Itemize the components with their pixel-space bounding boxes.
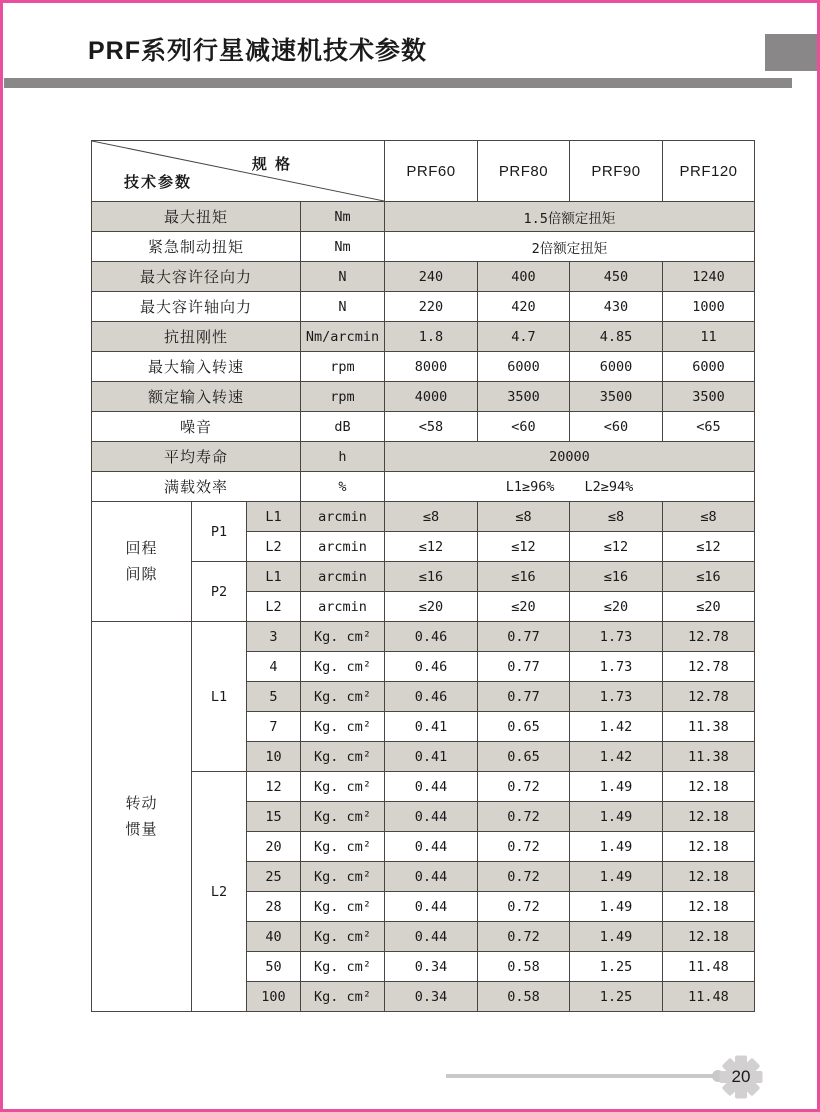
unit-cell: N: [301, 262, 385, 292]
value-cell: 1.49: [570, 802, 663, 832]
ratio-cell: 40: [247, 922, 301, 952]
value-cell: ≤16: [663, 562, 755, 592]
value-cell: 1.42: [570, 712, 663, 742]
value-cell: 1.49: [570, 922, 663, 952]
group-label-line: 回程: [125, 540, 158, 557]
value-cell: 12.78: [663, 622, 755, 652]
efficiency-value: L2≥94%: [584, 478, 634, 495]
value-cell: 4.85: [570, 322, 663, 352]
value-cell: 0.46: [385, 622, 478, 652]
value-cell: ≤8: [385, 502, 478, 532]
group-label-backlash: [92, 502, 192, 622]
ratio-cell: 20: [247, 832, 301, 862]
table-row: [92, 622, 755, 652]
table-row: [92, 232, 755, 262]
value-cell: ≤12: [478, 532, 570, 562]
grade-label: P2: [192, 562, 247, 622]
value-cell: 12.78: [663, 682, 755, 712]
value-cell: <58: [385, 412, 478, 442]
row-label: 抗扭刚性: [92, 322, 301, 352]
value-cell: 220: [385, 292, 478, 322]
header-accent-box: [765, 34, 817, 71]
value-cell: 12.18: [663, 862, 755, 892]
value-cell: <60: [478, 412, 570, 442]
value-cell: 430: [570, 292, 663, 322]
spec-table-container: [91, 140, 755, 1012]
value-cell: 450: [570, 262, 663, 292]
ratio-cell: 3: [247, 622, 301, 652]
gear-stage-label: L1: [192, 622, 247, 772]
group-label-line: 间隙: [125, 565, 158, 583]
value-cell: 1.42: [570, 742, 663, 772]
unit-cell: Nm: [301, 202, 385, 232]
value-cell: 0.65: [478, 712, 570, 742]
value-cell: 12.18: [663, 802, 755, 832]
unit-cell: Kg. cm²: [301, 832, 385, 862]
value-cell: 0.41: [385, 742, 478, 772]
value-cell: ≤8: [570, 502, 663, 532]
column-header-prf120: PRF120: [663, 141, 755, 202]
value-cell: 1.25: [570, 952, 663, 982]
level-cell: L1: [247, 562, 301, 592]
value-cell: 1.49: [570, 892, 663, 922]
row-label: 最大扭矩: [92, 202, 301, 232]
value-cell: 4.7: [478, 322, 570, 352]
table-header-row: [92, 141, 755, 202]
value-cell: 12.78: [663, 652, 755, 682]
value-cell: ≤16: [385, 562, 478, 592]
unit-cell: dB: [301, 412, 385, 442]
row-label: 最大输入转速: [92, 352, 301, 382]
value-cell: ≤8: [478, 502, 570, 532]
value-cell: 0.44: [385, 772, 478, 802]
grade-label: P1: [192, 502, 247, 562]
table-row: [92, 352, 755, 382]
unit-cell: Nm: [301, 232, 385, 262]
ratio-cell: 15: [247, 802, 301, 832]
unit-cell: Kg. cm²: [301, 742, 385, 772]
ratio-cell: 28: [247, 892, 301, 922]
table-row: [92, 292, 755, 322]
table-row: [92, 322, 755, 352]
value-cell: ≤12: [570, 532, 663, 562]
unit-cell: %: [301, 472, 385, 502]
column-header-prf90: PRF90: [570, 141, 663, 202]
value-cell: 11.38: [663, 712, 755, 742]
value-cell: 0.72: [478, 862, 570, 892]
unit-cell: Kg. cm²: [301, 892, 385, 922]
value-cell: 1.49: [570, 862, 663, 892]
row-label: 平均寿命: [92, 442, 301, 472]
ratio-cell: 100: [247, 982, 301, 1012]
value-cell: 1.73: [570, 622, 663, 652]
value-cell: 1240: [663, 262, 755, 292]
value-cell: 240: [385, 262, 478, 292]
merged-value-cell: 20000: [385, 442, 755, 472]
value-cell: ≤12: [385, 532, 478, 562]
row-label: 噪音: [92, 412, 301, 442]
table-row: [92, 502, 755, 532]
row-label: 额定输入转速: [92, 382, 301, 412]
gear-stage-label: L2: [192, 772, 247, 1012]
value-cell: 420: [478, 292, 570, 322]
spec-table: [91, 140, 755, 1012]
value-cell: 0.77: [478, 652, 570, 682]
unit-cell: Kg. cm²: [301, 862, 385, 892]
value-cell: <60: [570, 412, 663, 442]
value-cell: 0.41: [385, 712, 478, 742]
table-row: [92, 202, 755, 232]
unit-cell: Kg. cm²: [301, 712, 385, 742]
value-cell: 0.44: [385, 922, 478, 952]
value-cell: 0.72: [478, 802, 570, 832]
unit-cell: Kg. cm²: [301, 802, 385, 832]
unit-cell: Kg. cm²: [301, 682, 385, 712]
footer-rule-line: [446, 1074, 716, 1078]
unit-cell: rpm: [301, 352, 385, 382]
value-cell: 0.58: [478, 952, 570, 982]
value-cell: 11.38: [663, 742, 755, 772]
value-cell: 8000: [385, 352, 478, 382]
value-cell: 400: [478, 262, 570, 292]
table-row: [92, 772, 755, 802]
value-cell: ≤16: [478, 562, 570, 592]
efficiency-value: L1≥96%: [505, 478, 555, 495]
merged-value-cell: [385, 472, 755, 502]
value-cell: ≤20: [663, 592, 755, 622]
level-cell: L1: [247, 502, 301, 532]
value-cell: 6000: [663, 352, 755, 382]
value-cell: 11: [663, 322, 755, 352]
value-cell: 0.44: [385, 862, 478, 892]
value-cell: 6000: [570, 352, 663, 382]
value-cell: 3500: [663, 382, 755, 412]
value-cell: <65: [663, 412, 755, 442]
ratio-cell: 25: [247, 862, 301, 892]
table-row: [92, 382, 755, 412]
group-label-line: 惯量: [125, 820, 158, 838]
row-label: 最大容许径向力: [92, 262, 301, 292]
level-cell: L2: [247, 592, 301, 622]
unit-cell: arcmin: [301, 592, 385, 622]
value-cell: 3500: [570, 382, 663, 412]
value-cell: 0.46: [385, 682, 478, 712]
merged-value-cell: 2倍额定扭矩: [385, 232, 755, 262]
ratio-cell: 5: [247, 682, 301, 712]
value-cell: 0.58: [478, 982, 570, 1012]
unit-cell: Kg. cm²: [301, 922, 385, 952]
table-corner-cell: [92, 141, 385, 202]
value-cell: 11.48: [663, 952, 755, 982]
column-header-prf60: PRF60: [385, 141, 478, 202]
ratio-cell: 4: [247, 652, 301, 682]
value-cell: 11.48: [663, 982, 755, 1012]
value-cell: 1.49: [570, 832, 663, 862]
value-cell: 12.18: [663, 892, 755, 922]
group-label-inertia: [92, 622, 192, 1012]
ratio-cell: 50: [247, 952, 301, 982]
ratio-cell: 10: [247, 742, 301, 772]
table-row: [92, 262, 755, 292]
value-cell: 0.77: [478, 622, 570, 652]
page-number: 20: [731, 1067, 751, 1086]
page-title: PRF系列行星减速机技术参数: [88, 37, 428, 65]
value-cell: 0.46: [385, 652, 478, 682]
table-row: [92, 472, 755, 502]
value-cell: ≤12: [663, 532, 755, 562]
unit-cell: Kg. cm²: [301, 622, 385, 652]
value-cell: 0.65: [478, 742, 570, 772]
level-cell: L2: [247, 532, 301, 562]
row-label: 满载效率: [92, 472, 301, 502]
value-cell: ≤20: [570, 592, 663, 622]
unit-cell: arcmin: [301, 562, 385, 592]
value-cell: 0.77: [478, 682, 570, 712]
value-cell: ≤20: [385, 592, 478, 622]
value-cell: 1.73: [570, 652, 663, 682]
value-cell: 0.34: [385, 952, 478, 982]
value-cell: 0.44: [385, 892, 478, 922]
unit-cell: rpm: [301, 382, 385, 412]
ratio-cell: 12: [247, 772, 301, 802]
value-cell: 6000: [478, 352, 570, 382]
value-cell: 1.49: [570, 772, 663, 802]
value-cell: 0.72: [478, 832, 570, 862]
value-cell: 0.72: [478, 892, 570, 922]
header-rule-bar: [4, 78, 792, 88]
value-cell: ≤16: [570, 562, 663, 592]
unit-cell: arcmin: [301, 502, 385, 532]
value-cell: 1000: [663, 292, 755, 322]
ratio-cell: 7: [247, 712, 301, 742]
value-cell: 12.18: [663, 922, 755, 952]
value-cell: 0.44: [385, 802, 478, 832]
merged-value-cell: 1.5倍额定扭矩: [385, 202, 755, 232]
corner-spec-label: 规 格: [251, 156, 292, 173]
value-cell: 12.18: [663, 832, 755, 862]
column-header-prf80: PRF80: [478, 141, 570, 202]
unit-cell: N: [301, 292, 385, 322]
value-cell: 4000: [385, 382, 478, 412]
unit-cell: Kg. cm²: [301, 982, 385, 1012]
value-cell: ≤20: [478, 592, 570, 622]
value-cell: 1.73: [570, 682, 663, 712]
row-label: 最大容许轴向力: [92, 292, 301, 322]
value-cell: 3500: [478, 382, 570, 412]
value-cell: 0.72: [478, 922, 570, 952]
value-cell: 1.25: [570, 982, 663, 1012]
value-cell: 1.8: [385, 322, 478, 352]
value-cell: 0.72: [478, 772, 570, 802]
unit-cell: Kg. cm²: [301, 772, 385, 802]
value-cell: ≤8: [663, 502, 755, 532]
row-label: 紧急制动扭矩: [92, 232, 301, 262]
corner-param-label: 技术参数: [124, 174, 193, 191]
value-cell: 0.44: [385, 832, 478, 862]
table-row: [92, 412, 755, 442]
table-row: [92, 442, 755, 472]
unit-cell: h: [301, 442, 385, 472]
unit-cell: Kg. cm²: [301, 652, 385, 682]
table-row: [92, 562, 755, 592]
group-label-line: 转动: [125, 795, 158, 812]
unit-cell: Kg. cm²: [301, 952, 385, 982]
value-cell: 12.18: [663, 772, 755, 802]
unit-cell: Nm/arcmin: [301, 322, 385, 352]
value-cell: 0.34: [385, 982, 478, 1012]
unit-cell: arcmin: [301, 532, 385, 562]
